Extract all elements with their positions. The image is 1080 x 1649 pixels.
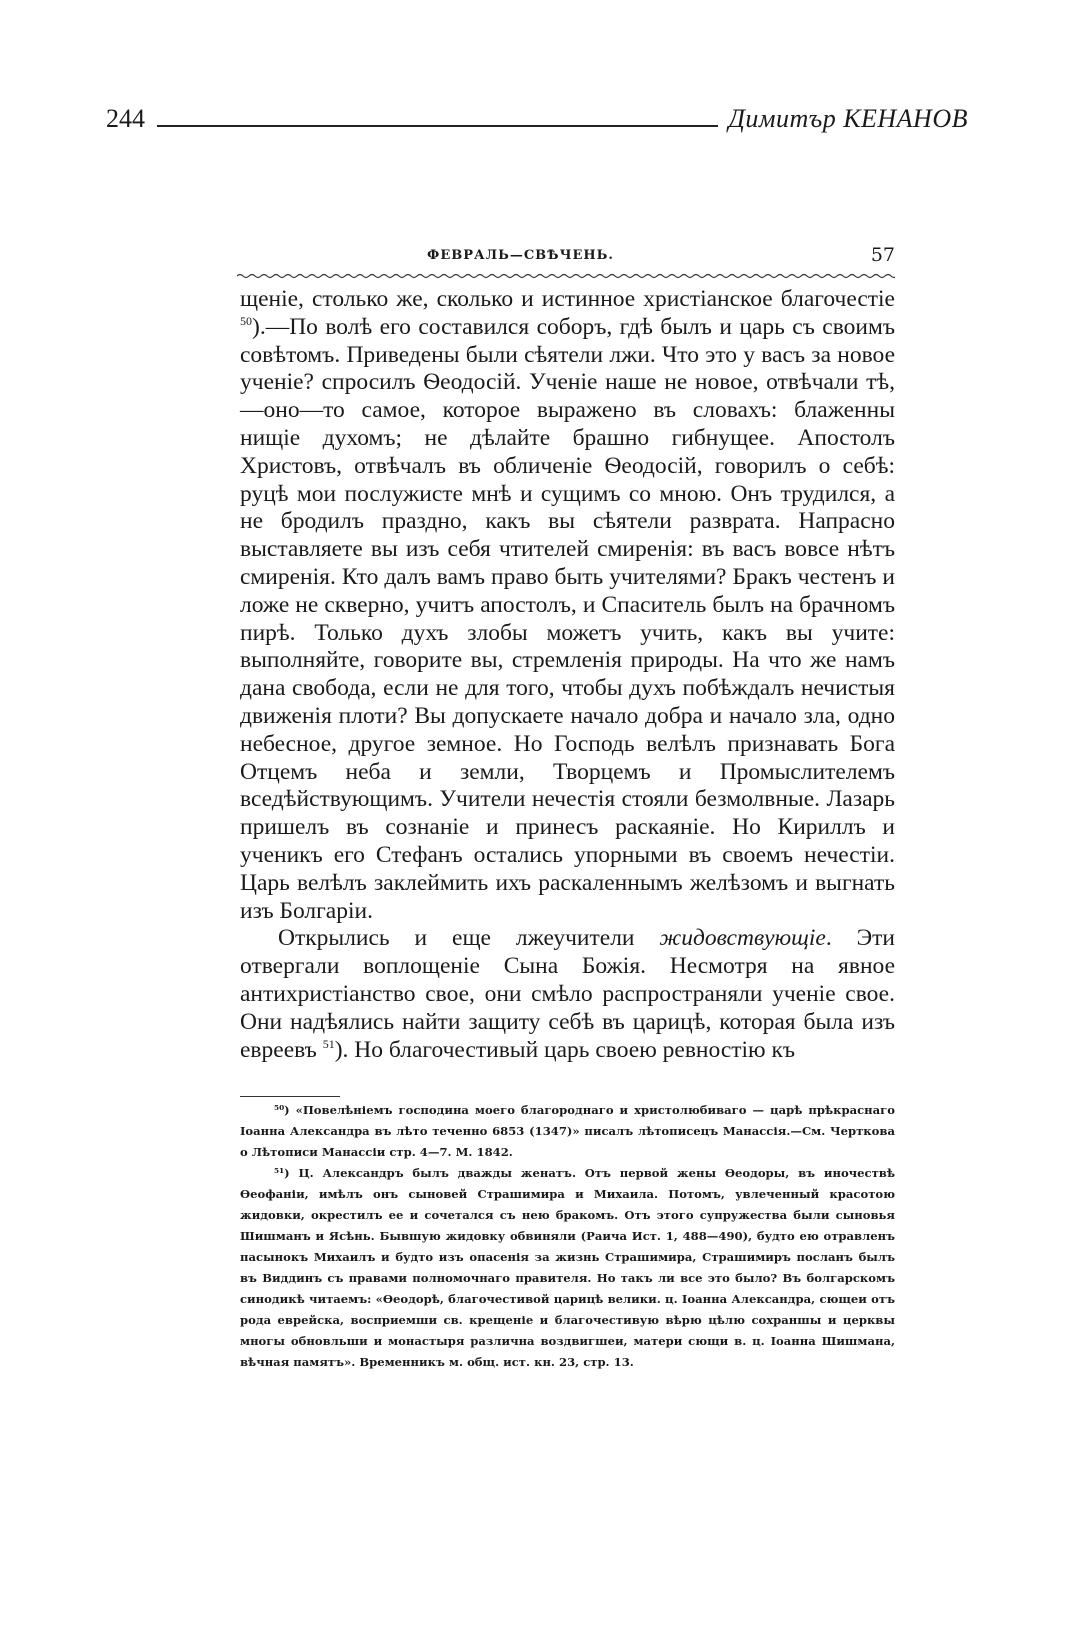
footnote-ref-50: 50	[240, 313, 252, 328]
scan-header	[237, 246, 895, 270]
italic-term: жидовствующіе	[659, 925, 826, 952]
footnote-50: ⁵⁰) «Повелѣніемъ господина моего благороднаго и христолюбиваго — царѣ прѣкраснаго Іоанна Александра въ лѣто теченно 6853 (1347)» писалъ лѣтописецъ Манассія.—См. Черткова о Лѣтописи Манассіи стр. 4—7. М. 1842.	[240, 1103, 895, 1159]
main-text	[240, 286, 895, 1064]
footnote-51: ⁵¹) Ц. Александръ былъ дважды женатъ. Отъ первой жены Ѳеодоры, въ иночествѣ Ѳеофаніи, имѣлъ онъ сыновей Страшимира и Михаила. Потомъ, увлеченный красотою жидовки, окрестилъ ее и сочетался съ нею бракомъ. Отъ этого супружества были сыновья Шишманъ и Ясѣнь. Бывшую жидовку обвиняли (Раича Ист. 1, 488—490), будто ею отравленъ пасынокъ Михаилъ и будто изъ опасенія за жизнь Страшимира, Страшимиръ посланъ былъ въ Виддинъ съ правами полномочнаго правителя. Но такъ ли все это было? Въ болгарскомъ синодикѣ читаемъ: «Ѳеодорѣ, благочестивой царицѣ велики. ц. Іоанна Александра, сющеи отъ рода еврейска, восприемши св. крещеніе и благочестивую вѣрю цѣлю сохраншы и церквы многы обновльши и монастыря различна воздвигшеи, матери сющи в. ц. Іоанна Шишмана, вѣчная памятъ». Временникъ м. общ. ист. кн. 23, стр. 13.	[240, 1166, 895, 1369]
scan-section-title: ФЕВРАЛЬ—СВѢЧЕНЬ.	[427, 248, 614, 263]
paragraph-2: Открылись и еще лжеучители жидовствующіе. Эти отвергали воплощеніе Сына Божія. Несмотря на явное антихристіанство свое, они смѣло распространяли ученіе свое. Они надѣялись найти защиту себѣ въ царицѣ, которая была изъ евреевъ $^{51}$). Но благочестивый царь своею ревностію къ	[240, 925, 895, 1063]
header-rule	[157, 125, 718, 127]
wavy-rule	[237, 272, 895, 280]
page-number: 244	[106, 104, 145, 133]
paragraph-1: щеніе, столько же, сколько и истинное христіанское благочестіе $^{50}$).—По волѣ его составился соборъ, гдѣ былъ и царь съ своимъ совѣтомъ. Приведены были сѣятели лжи. Что это у васъ за новое ученіе? спросилъ Ѳеодосій. Ученіе наше не новое, отвѣчали тѣ,—оно—то самое, которое выражено въ словахъ: блаженны нищіе духомъ; не дѣлайте брашно гибнущее. Апостолъ Христовъ, отвѣчалъ въ обличеніе Ѳеодосій, говорилъ о себѣ: руцѣ мои послужисте мнѣ и сущимъ со мною. Онъ трудился, а не бродилъ праздно, какъ вы сѣятели разврата. Напрасно выставляете вы изъ себя чтителей смиренія: въ васъ вовсе нѣтъ смиренія. Кто далъ вамъ право быть учителями? Бракъ честенъ и ложе не скверно, учитъ апостолъ, и Спаситель былъ на брачномъ пирѣ. Только духъ злобы можетъ учить, какъ вы учите: выполняйте, говорите вы, стремленія природы. На что же намъ дана свобода, если не для того, чтобы духъ побѣждалъ нечистыя движенія плоти? Вы допускаете начало добра и начало зла, одно небесное, другое земное. Но Господь велѣлъ признавать Бога Отцемъ неба и земли, Творцемъ и Промыслителемъ вседѣйствующимъ. Учители нечестія стояли безмолвные. Лазарь пришелъ въ сознаніе и принесъ раскаяніе. Но Кириллъ и ученикъ его Стефанъ остались упорными въ своемъ нечестіи. Царь велѣлъ заклеймить ихъ раскаленнымъ желѣзомъ и выгнать изъ Болгаріи.	[240, 286, 895, 924]
footnote-ref-51: 51	[322, 1036, 335, 1051]
author-name: Димитър КЕНАНОВ	[728, 104, 968, 133]
scan-page-number: 57	[870, 244, 895, 266]
footnotes	[240, 1100, 895, 1373]
footnote-rule	[240, 1096, 340, 1097]
running-head	[106, 100, 968, 132]
